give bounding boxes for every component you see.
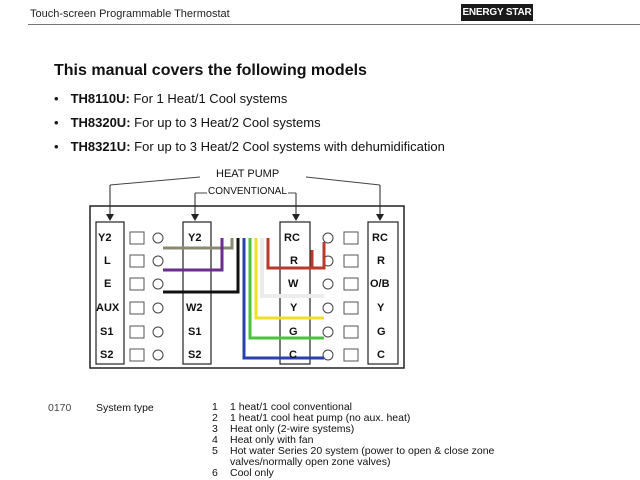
document-header-title: Touch-screen Programmable Thermostat bbox=[30, 8, 230, 20]
terminal-label: Y2 bbox=[188, 232, 202, 244]
model-code: TH8110U: bbox=[70, 91, 130, 106]
heat-pump-label: HEAT PUMP bbox=[216, 168, 280, 180]
terminal-label: L bbox=[104, 255, 111, 267]
option-text: Hot water Series 20 system (power to open & close zone bbox=[230, 445, 495, 457]
heat-pump-bracket bbox=[106, 177, 384, 221]
option-num: 2 bbox=[212, 412, 218, 424]
option-text: Cool only bbox=[230, 467, 274, 479]
energy-star-badge: ENERGY STAR bbox=[461, 4, 533, 21]
wire-black bbox=[163, 238, 238, 292]
terminal-label: RC bbox=[372, 232, 388, 244]
terminal-label: C bbox=[377, 349, 385, 361]
terminal-label: S2 bbox=[188, 349, 202, 361]
terminal-label: Y bbox=[377, 302, 385, 314]
option-text: 1 heat/1 cool conventional bbox=[230, 401, 353, 413]
bullet: • bbox=[54, 115, 59, 130]
left-screws bbox=[130, 232, 163, 361]
terminal-label: S1 bbox=[100, 326, 114, 338]
option-text: 1 heat/1 cool heat pump (no aux. heat) bbox=[230, 412, 411, 424]
option-text: valves/normally open zone valves) bbox=[230, 456, 391, 468]
option-text: Heat only with fan bbox=[230, 434, 314, 446]
terminal-label: RC bbox=[284, 232, 300, 244]
terminal-label: W bbox=[288, 278, 299, 290]
terminal-label: O/B bbox=[370, 278, 390, 290]
option-num: 6 bbox=[212, 467, 218, 479]
model-desc: For up to 3 Heat/2 Cool systems bbox=[134, 115, 321, 130]
terminal-label: S1 bbox=[188, 326, 202, 338]
terminal-label: E bbox=[104, 278, 112, 290]
setting-code: 0170 bbox=[48, 402, 72, 414]
terminal-label: R bbox=[290, 255, 298, 267]
option-num: 4 bbox=[212, 434, 218, 446]
option-num: 5 bbox=[212, 445, 218, 457]
model-desc: For 1 Heat/1 Cool systems bbox=[133, 91, 288, 106]
terminal-label: S2 bbox=[100, 349, 114, 361]
wallplate-outline bbox=[90, 206, 404, 368]
setting-label: System type bbox=[96, 402, 154, 414]
model-desc: For up to 3 Heat/2 Cool systems with dehumidification bbox=[134, 139, 445, 154]
bullet: • bbox=[54, 139, 59, 154]
terminal-label: W2 bbox=[186, 302, 203, 314]
option-num: 1 bbox=[212, 401, 218, 413]
terminal-label: G bbox=[289, 326, 298, 338]
option-text: Heat only (2-wire systems) bbox=[230, 423, 355, 435]
terminal-label: G bbox=[377, 326, 386, 338]
wire-red-jumper bbox=[312, 250, 320, 268]
terminal-label: AUX bbox=[96, 302, 120, 314]
terminal-label: Y2 bbox=[98, 232, 112, 244]
bullet: • bbox=[54, 91, 59, 106]
wires bbox=[163, 238, 324, 358]
conventional-bracket bbox=[191, 193, 300, 221]
terminal-label: Y bbox=[290, 302, 298, 314]
model-code: TH8320U: bbox=[70, 115, 131, 130]
terminal-label: C bbox=[289, 349, 297, 361]
conventional-label: CONVENTIONAL bbox=[208, 186, 287, 197]
right-screws bbox=[323, 232, 358, 361]
model-code: TH8321U: bbox=[70, 139, 131, 154]
models-heading: This manual covers the following models bbox=[54, 62, 367, 79]
option-num: 3 bbox=[212, 423, 218, 435]
terminal-label: R bbox=[377, 255, 385, 267]
